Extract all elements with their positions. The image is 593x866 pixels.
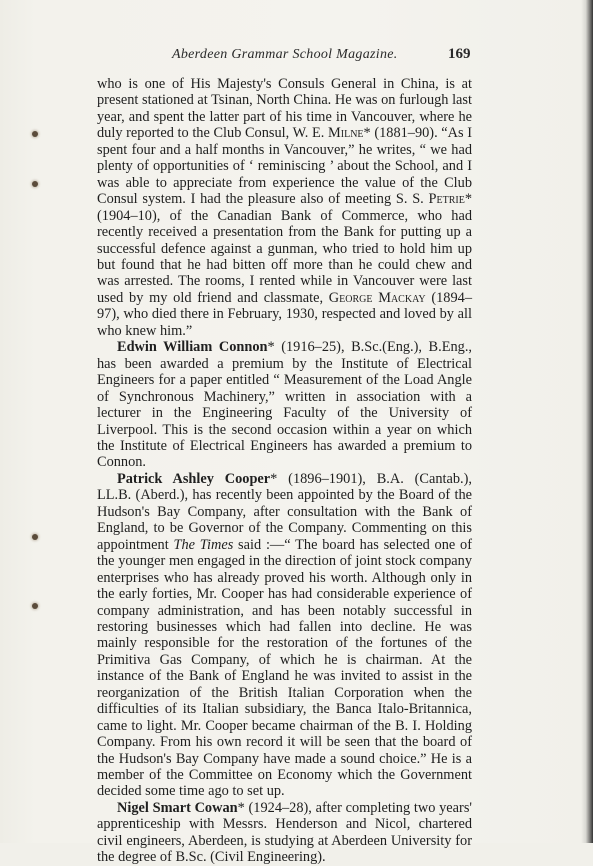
text-run: * (1881–90). “As I spent four and a half months in Vancouver,” he writes, “ we had plenty of opportunities of ‘ reminiscing ’ about the School, and I was able to appreciate from experience the value of the Club Consul system. I had the pleasure also of meeting S. S. [97,125,473,208]
page-edge-shadow [581,0,593,843]
person-name: Petrie [428,191,465,208]
margin-mark [32,181,38,187]
margin-mark [32,534,38,540]
person-name-heading: Patrick Ashley Cooper [117,470,271,487]
paragraph-consul-letter [97,76,472,339]
margin-mark [32,603,38,609]
page-number: 169 [448,46,471,62]
paragraph-cooper [97,471,472,800]
text-run: said :—“ The board has selected one of the younger men engaged in the direction of joint stock company enterprises who has already proved his worth. Although only in the early forties, Mr. Cooper has had considerable experience of company administration, and has been notably successful in restoring businesses which had fallen into decline. He was mainly responsible for the restoration of the fortunes of the Primitiva Gas Company, of which he is chairman. At the instance of the Bank of England he was invited to assist in the reorganization of the British Italian Corporation when the difficulties of its Italian subsidiary, the Banca Italo-Britannica, came to light. Mr. Cooper became chairman of the B. I. Holding Company. From his own record it will be seen that the board of the Hudson's Bay Company have made a sound choice.” He is a member of the Committee on Economy which the Government decided some time ago to set up. [97,536,472,800]
paragraph-cowan [97,800,472,866]
text-run: * (1916–25), B.Sc.(Eng.), B.Eng., has been awarded a premium by the Institute of Electrical Engineers for a paper entitled “ Measurement of the Load Angle of Synchronous Machinery,” written in association with a lecturer in the Engineering Faculty of the University of Liverpool. This is the second occasion within a year on which the Institute of Electrical Engineers has awarded a premium to Connon. [97,339,472,471]
text-run: (1894–97), who died there in February, 1930, respected and loved by all who knew him.” [97,289,472,339]
body-text [97,76,472,866]
running-title: Aberdeen Grammar School Magazine. [172,47,398,62]
text-run: who is one of His Majesty's Consuls General in China, is at present stationed at Tsinan, North China. He was on furlough last year, and spent the latter part of his time in Vancouver, where he duly reported to the Club Consul, W. E. [97,76,472,142]
margin-mark [32,131,38,137]
newspaper-title: The Times [173,536,234,553]
person-name: Milne [328,125,364,142]
text-run: * (1896–1901), B.A. (Cantab.), LL.B. (Aberd.), has recently been appointed by the Board of the Hudson's Bay Company, after consultation with the Bank of England, to be Governor of the Company. Commenting on this appointment [97,470,472,553]
text-run: * (1904–10), of the Canadian Bank of Commerce, who had recently received a presentation from the Bank for putting up a successful defence against a gunman, who tried to hold him up but found that he had bitten off more than he could chew and was arrested. The rooms, I rented while in Vancouver were last used by my old friend and classmate, [97,191,472,306]
paragraph-connon [97,339,472,471]
person-name-heading: Nigel Smart Cowan [117,799,238,816]
person-name-heading: Edwin William Connon [117,339,268,356]
text-run: * (1924–28), after completing two years' apprenticeship with Messrs. Henderson and Nicol, chartered civil engineers, Aberdeen, is studying at Aberdeen University for the degree of B.Sc. (Civil Engineering). [97,799,472,866]
person-name: George Mackay [328,289,426,306]
